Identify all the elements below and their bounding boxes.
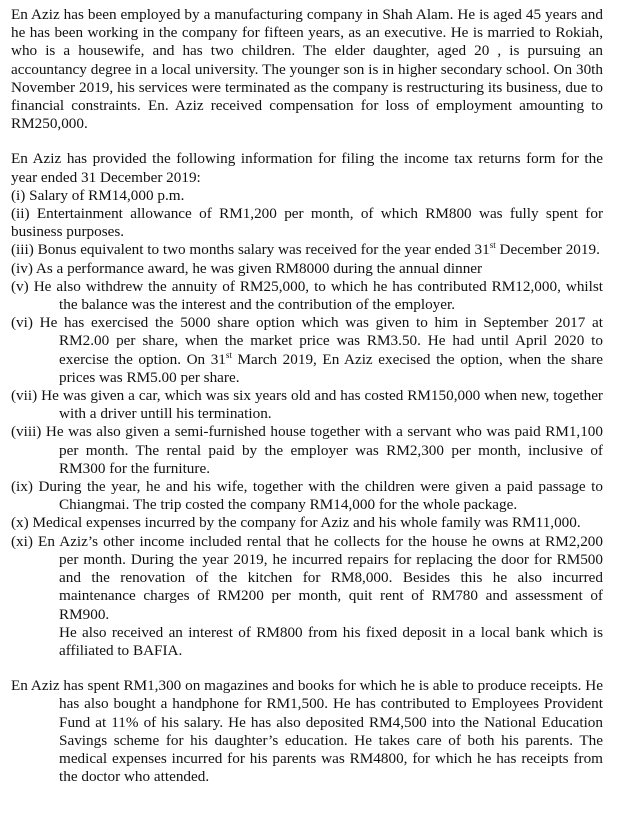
item-vi-share-option [11,314,603,387]
document-page [11,6,603,786]
item-iii-text-end: December 2019. [495,241,600,259]
item-vii-car: (vii) He was given a car, which was six years old and has costed RM150,000 when new, together with a driver untill his termination. [11,387,603,423]
income-items-list [11,187,603,660]
spacer [11,660,603,677]
item-v-annuity: (v) He also withdrew the annuity of RM25,000, to which he has contributed RM12,000, whilst the balance was the interest and the contribution of the employer. [11,277,603,314]
item-x-medical: (x) Medical expenses incurred by the company for Aziz and his whole family was RM11,000. [11,514,581,532]
item-viii-house: (viii) He was also given a semi-furnished house together with a servant who was paid RM1,100 per month. The rental paid by the employer was RM2,300 per month, inclusive of RM300 for the furniture. [11,423,603,477]
item-iv-performance-award: (iv) As a performance award, he was given RM8000 during the annual dinner [11,259,483,277]
item-xi-interest: He also received an interest of RM800 from his fixed deposit in a local bank which is affiliated to BAFIA. [59,623,603,659]
item-vi-text-end: March 2019, En Aziz execised the option, when the share prices was RM5.00 per share. [59,350,603,386]
item-iii-superscript: st [489,240,496,251]
item-ix-passage: (ix) During the year, he and his wife, together with the children were given a paid passage to Chiangmai. The trip costed the company RM14,000 for the whole package. [11,478,603,514]
info-heading: En Aziz has provided the following information for filing the income tax returns form for the year ended 31 December 2019: [11,150,603,186]
item-vi-superscript: st [225,349,232,360]
item-vi-text: (vi) He has exercised the 5000 share option which was given to him in September 2017 at RM2.00 per share, when the market price was RM3.50. He had until April 2020 to exercise the option. On 31 [11,314,603,368]
item-i-salary: (i) Salary of RM14,000 p.m. [11,186,185,204]
item-xi-rental: (xi) En Aziz’s other income included rental that he collects for the house he owns at RM2,200 per month. During the year 2019, he incurred repairs for replacing the door for RM500 and the renovation of the kitchen for RM8,000. Besides this he also incurred maintenance charges of RM200 per month, quit rent of RM780 and assessment of RM900. [11,532,603,623]
intro-paragraph: En Aziz has been employed by a manufacturing company in Shah Alam. He is aged 45 years and he has been working in the company for fifteen years, as an executive. He is married to Rokiah, who is a housewife, and has two children. The elder daughter, aged 20 , is pursuing an accountancy degree in a local university. The younger son is in higher secondary school. On 30th November 2019, his services were terminated as the company is restructuring its business, due to financial constraints. En. Aziz received compensation for loss of employment amounting to RM250,000. [11,6,603,133]
item-iii-bonus [11,241,603,259]
item-iii-text: (iii) Bonus equivalent to two months salary was received for the year ended 31 [11,241,490,259]
item-ii-entertainment-allowance: (ii) Entertainment allowance of RM1,200 per month, of which RM800 was fully spent for business purposes. [11,205,603,241]
closing-paragraph: En Aziz has spent RM1,300 on magazines and books for which he is able to produce receipts. He has also bought a handphone for RM1,500. He has contributed to Employees Provident Fund at 11% of his salary. He has also deposited RM4,500 into the National Education Savings scheme for his daughter’s education. He takes care of both his parents. The medical expenses incurred for his parents was RM4800, for which he has receipts from the doctor who attended. [11,677,603,786]
